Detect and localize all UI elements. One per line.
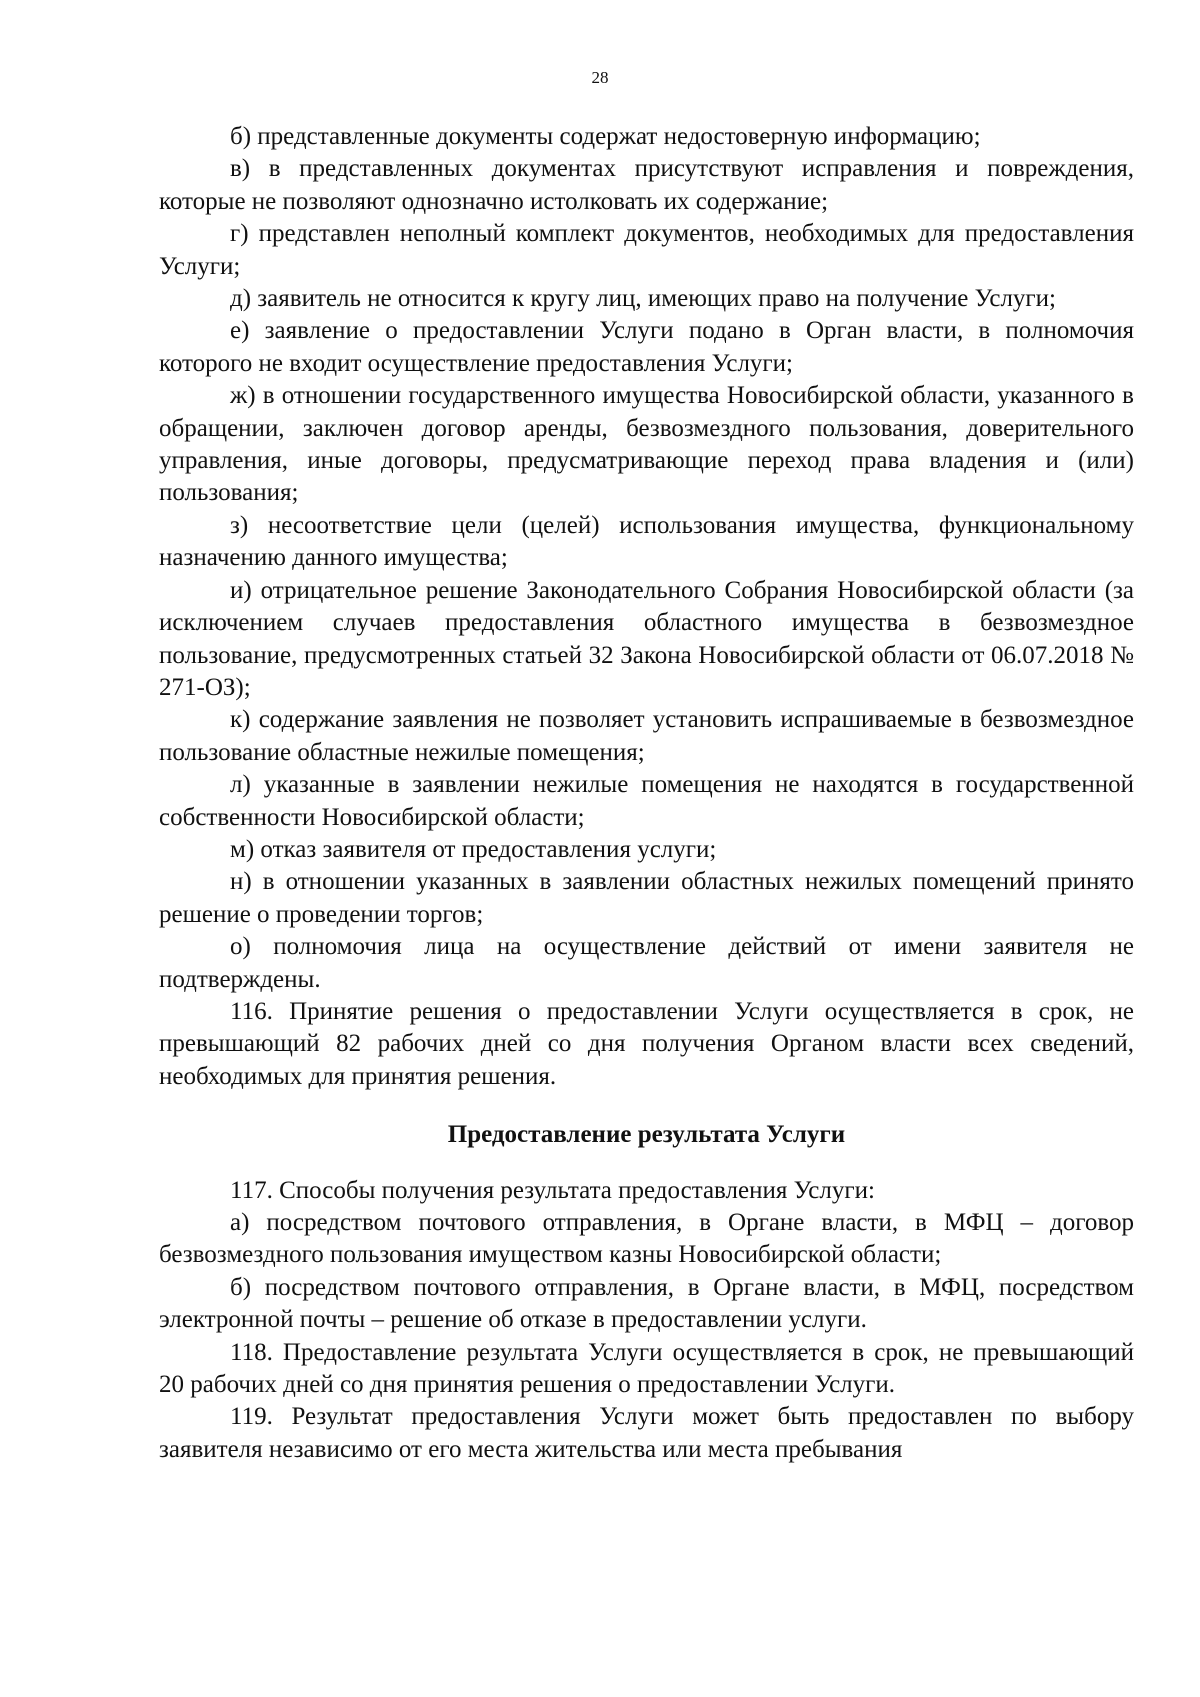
document-body xyxy=(159,121,1134,1466)
paragraph-116: 116. Принятие решения о предоставлении Услуги осуществляется в срок, не превышающий 82 рабочих дней со дня получения Органом власти всех сведений, необходимых для принятия решения. xyxy=(159,997,1134,1090)
paragraph-o: о) полномочия лица на осуществление действий от имени заявителя не подтверждены. xyxy=(159,933,1134,993)
paragraph-n: н) в отношении указанных в заявлении областных нежилых помещений принято решение о проведении торгов; xyxy=(159,868,1134,928)
paragraph-zh: ж) в отношении государственного имущества Новосибирской области, указанного в обращении, заключен договор аренды, безвозмездного пользования, доверительного управления, иные договоры, предусматривающие переход права владения и (или) пользования; xyxy=(159,382,1134,507)
paragraph-117-b: б) посредством почтового отправления, в Органе власти, в МФЦ, посредством электронной почты – решение об отказе в предоставлении услуги. xyxy=(159,1273,1134,1334)
paragraph-v: в) в представленных документах присутствуют исправления и повреждения, которые не позволяют однозначно истолковать их содержание; xyxy=(159,155,1134,215)
paragraph-g: г) представлен неполный комплект документов, необходимых для предоставления Услуги; xyxy=(159,220,1134,280)
paragraph-119: 119. Результат предоставления Услуги может быть предоставлен по выбору заявителя независимо от его места жительства или места пребывания xyxy=(159,1403,1134,1463)
paragraph-l: л) указанные в заявлении нежилые помещения не находятся в государственной собственности Новосибирской области; xyxy=(159,771,1134,831)
paragraph-m: м) отказ заявителя от предоставления услуги; xyxy=(230,835,717,863)
paragraph-117: 117. Способы получения результата предоставления Услуги: xyxy=(230,1176,875,1204)
paragraph-d: д) заявитель не относится к кругу лиц, имеющих право на получение Услуги; xyxy=(230,285,1057,313)
paragraph-b: б) представленные документы содержат недостоверную информацию; xyxy=(230,123,981,150)
paragraph-z: з) несоответствие цели (целей) использования имущества, функциональному назначению данного имущества; xyxy=(159,511,1134,572)
paragraph-e: е) заявление о предоставлении Услуги подано в Орган власти, в полномочия которого не входит осуществление предоставления Услуги; xyxy=(159,317,1134,377)
paragraph-k: к) содержание заявления не позволяет установить испрашиваемые в безвозмездное пользование областные нежилые помещения; xyxy=(159,706,1134,766)
section-heading: Предоставление результата Услуги xyxy=(447,1121,846,1149)
paragraph-118: 118. Предоставление результата Услуги осуществляется в срок, не превышающий 20 рабочих дней со дня принятия решения о предоставлении Услуги. xyxy=(159,1338,1134,1399)
paragraph-117-a: а) посредством почтового отправления, в Органе власти, в МФЦ – договор безвозмездного пользования имуществом казны Новосибирской области; xyxy=(159,1209,1134,1269)
paragraph-i: и) отрицательное решение Законодательного Собрания Новосибирской области (за исключением случаев предоставления областного имущества в безвозмездное пользование, предусмотренных статьей 32 Закона Новосибирской области от 06.07.2018 № 271-ОЗ); xyxy=(159,576,1134,701)
page-number: 28 xyxy=(591,68,609,87)
